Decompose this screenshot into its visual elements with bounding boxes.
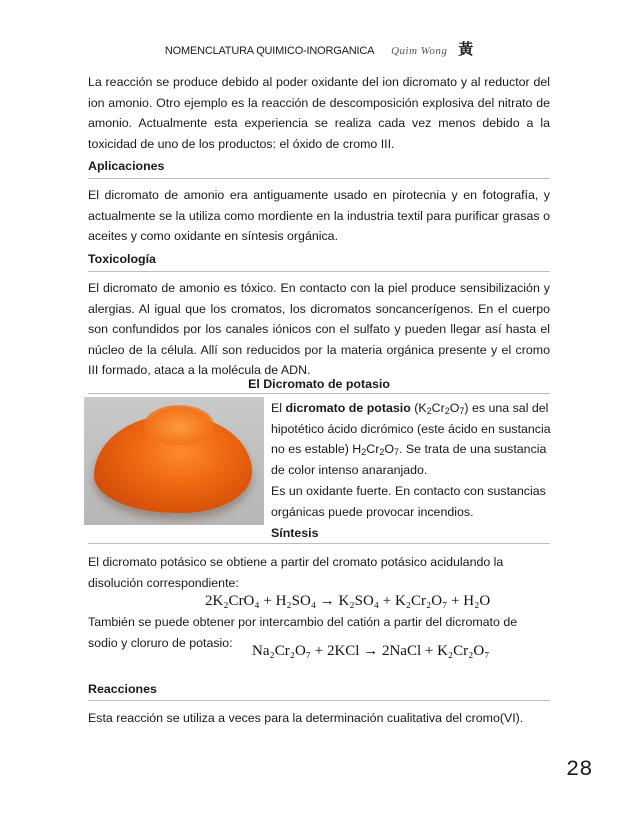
page-header bbox=[0, 38, 638, 59]
aplicaciones-paragraph: El dicromato de amonio era antiguamente usado en pirotecnia y en fotografía, y actualmente se la utiliza como mordiente en la industria textil para purificar grasas o aceites y como oxidante en síntesis orgánica. bbox=[88, 188, 550, 244]
section-divider bbox=[88, 393, 550, 394]
subscript: 2 bbox=[426, 406, 432, 416]
potasio-oxidant-paragraph: Es un oxidante fuerte. En contacto con sustancias orgánicas puede provocar incendios. bbox=[271, 484, 546, 519]
text-run: . Se trata de una sustancia de color intenso anaranjado. bbox=[271, 442, 547, 477]
text-run: O bbox=[449, 401, 460, 415]
section-divider bbox=[88, 271, 550, 272]
orange-powder-peak bbox=[144, 405, 214, 445]
sintesis-paragraph-1: El dicromato potásico se obtiene a partir del cromato potásico acidulando la disolución correspondiente: bbox=[88, 555, 504, 590]
sintesis-paragraph-2: También se puede obtener por intercambio del catión a partir del dicromato de sodio y cloruro de potasio: bbox=[88, 615, 518, 650]
text-run: Cr bbox=[366, 442, 380, 457]
potassium-dichromate-photo bbox=[84, 397, 264, 525]
heading-sintesis: Síntesis bbox=[271, 526, 319, 540]
signature-logo: Quim Wong bbox=[391, 45, 448, 57]
text-run: El bbox=[271, 401, 286, 415]
heading-toxicologia: Toxicología bbox=[88, 252, 156, 266]
heading-reacciones: Reacciones bbox=[88, 682, 157, 696]
subscript: 7 bbox=[459, 406, 465, 416]
header-glyph: 黃 bbox=[458, 40, 474, 58]
text-run: O bbox=[384, 442, 394, 457]
subscript: 2 bbox=[444, 406, 450, 416]
equation-1: 2K₂CrO₄ + H₂SO₄ → K₂SO₄ + K₂Cr₂O₇ + H₂O bbox=[205, 593, 491, 609]
heading-aplicaciones: Aplicaciones bbox=[88, 159, 165, 173]
page-number: 28 bbox=[566, 757, 593, 782]
bold-term: dicromato de potasio bbox=[285, 401, 411, 415]
section-divider bbox=[88, 178, 550, 179]
subscript: 2 bbox=[361, 447, 367, 458]
reacciones-paragraph: Esta reacción se utiliza a veces para la determinación cualitativa del cromo(VI). bbox=[88, 711, 524, 725]
text-run: ) es una sal del hipotético ácido dicrómico (este ácido en sustancia no es estable) H bbox=[271, 401, 551, 457]
subscript: 2 bbox=[379, 447, 385, 458]
section-divider bbox=[88, 543, 550, 544]
subscript: 7 bbox=[393, 447, 399, 458]
section-divider bbox=[88, 700, 550, 701]
equation-2: Na₂Cr₂O₇ + 2KCl → 2NaCl + K₂Cr₂O₇ bbox=[252, 643, 490, 659]
intro-paragraph: La reacción se produce debido al poder oxidante del ion dicromato y al reductor del ion amonio. Otro ejemplo es la reacción de descomposición explosiva del nitrato de amonio. Actualmente esta experiencia se realiza cada vez menos debido a la toxicidad de uno de los productos: el óxido de cromo III. bbox=[88, 75, 550, 151]
potasio-description bbox=[271, 398, 551, 480]
text-run: Cr bbox=[431, 401, 445, 415]
text-run: (K bbox=[410, 401, 427, 415]
header-title: NOMENCLATURA QUIMICO-INORGANICA bbox=[164, 45, 375, 57]
potasio-title: El Dicromato de potasio bbox=[248, 377, 390, 391]
toxicologia-paragraph: El dicromato de amonio es tóxico. En contacto con la piel produce sensibilización y alergias. Al igual que los cromatos, los dicromatos soncancerígenos. En el cuerpo son confundidos por los canales iónicos con el sulfato y pueden llegar así hasta el núcleo de la célula. Allí son reducidos por la materia orgánica presente y el cromo III formado, ataca a la molécula de ADN. bbox=[88, 281, 550, 378]
